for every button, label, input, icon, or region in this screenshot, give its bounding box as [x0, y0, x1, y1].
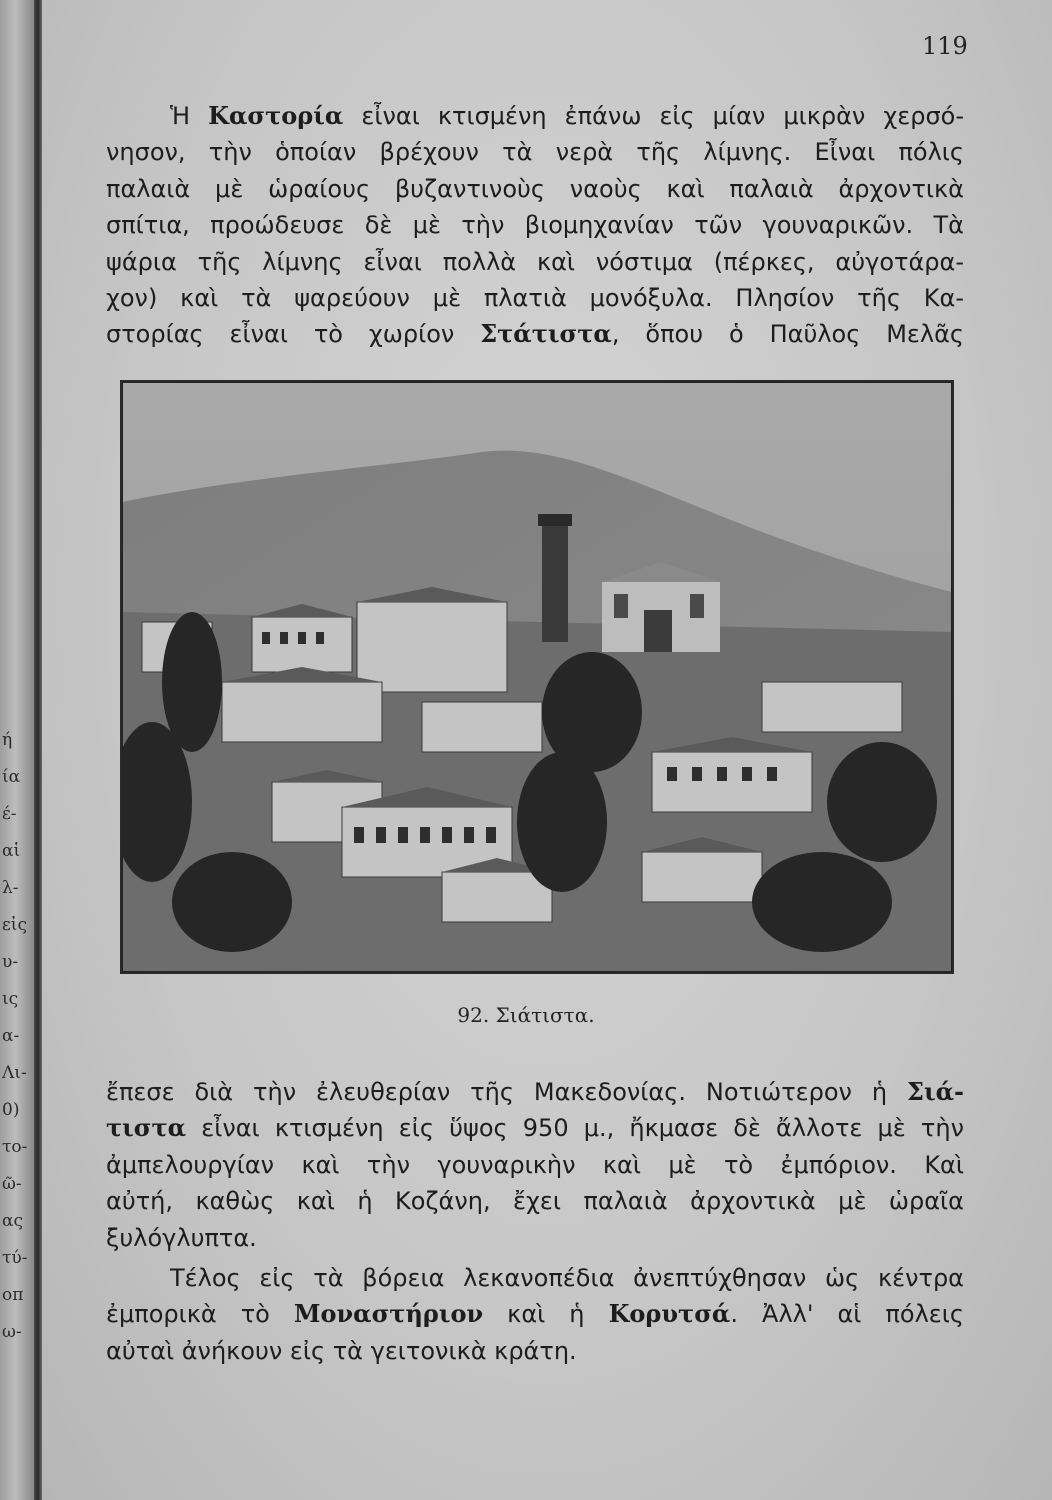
margin-fragment: οπ	[2, 1285, 24, 1305]
paragraph-north-basins	[106, 1260, 964, 1369]
book-page	[42, 0, 1052, 1500]
margin-fragment: ω-	[2, 1322, 22, 1342]
text-run: χον) καὶ τὰ ψαρεύουν μὲ πλατιὰ μονόξυλα. Πλησίον τῆς Κα-	[106, 284, 964, 313]
bold-place-name: Μοναστήριον	[293, 1299, 484, 1329]
text-line	[106, 1147, 964, 1183]
text-line	[106, 207, 964, 243]
paragraph-siatista	[106, 1074, 964, 1256]
margin-fragment: ις	[2, 989, 19, 1009]
text-run: καὶ ἡ	[483, 1300, 609, 1329]
text-run: ἀμπελουργίαν καὶ τὴν γουναρικὴν καὶ μὲ τὸ ἐμπόριον. Καὶ	[106, 1150, 964, 1179]
margin-fragment: Λι-	[2, 1063, 27, 1083]
text-line	[106, 1074, 964, 1110]
margin-fragment: ας	[2, 1211, 24, 1231]
margin-fragment: λ-	[2, 878, 19, 898]
margin-fragment: υ-	[2, 952, 19, 972]
text-line	[106, 244, 964, 280]
text-line	[106, 98, 964, 134]
text-line	[106, 1333, 964, 1369]
text-run: ἐμπορικὰ τὸ	[106, 1300, 294, 1329]
paragraph-kastoria	[106, 98, 964, 353]
bold-place-name: Στάτιστα	[480, 319, 612, 349]
text-run: εἶναι κτισμένη εἰς ὕψος 950 μ., ἤκμασε δὲ ἄλλοτε μὲ τὴν	[186, 1114, 964, 1143]
text-line	[106, 134, 964, 170]
margin-fragment: ῶ-	[2, 1174, 22, 1194]
text-line	[106, 1296, 964, 1332]
town-photograph	[122, 382, 952, 972]
margin-fragment: ή	[2, 730, 13, 750]
text-line	[106, 1183, 964, 1219]
text-line	[106, 1220, 964, 1256]
text-line	[106, 1110, 964, 1146]
page-number: 119	[922, 32, 968, 60]
text-line	[106, 280, 964, 316]
margin-fragment: αἱ	[2, 841, 21, 861]
text-line	[106, 171, 964, 207]
text-line	[106, 316, 964, 352]
margin-fragment: έ-	[2, 804, 17, 824]
margin-fragment: 0)	[2, 1100, 20, 1120]
bold-place-name: Κορυτσά	[608, 1299, 731, 1329]
text-run: ψάρια τῆς λίμνης εἶναι πολλὰ καὶ νόστιμα (πέρκες, αὐγοτάρα-	[106, 247, 964, 276]
margin-fragment: ία	[2, 767, 21, 787]
previous-page-edge	[0, 0, 34, 1500]
margin-fragment: εἰς	[2, 915, 27, 935]
text-run: νησον, τὴν ὁποίαν βρέχουν τὰ νερὰ τῆς λίμνης. Εἶναι πόλις	[106, 138, 964, 167]
book-spine-shadow	[34, 0, 42, 1500]
text-run: . Ἀλλ' αἱ πόλεις	[730, 1300, 964, 1329]
text-run: σπίτια, προώδευσε δὲ μὲ τὴν βιομηχανίαν τῶν γουναρικῶν. Τὰ	[106, 211, 964, 240]
margin-fragment: α-	[2, 1026, 20, 1046]
text-run: εἶναι κτισμένη ἐπάνω εἰς μίαν μικρὰν χερσό-	[343, 102, 964, 130]
text-run: αὐταὶ ἀνήκουν εἰς τὰ γειτονικὰ κράτη.	[106, 1336, 577, 1365]
text-run: παλαιὰ μὲ ὡραίους βυζαντινοὺς ναοὺς καὶ παλαιὰ ἀρχοντικὰ	[106, 174, 964, 203]
text-run: Ἡ	[170, 102, 209, 130]
bold-place-name: Καστορία	[208, 101, 344, 130]
margin-fragment: τύ-	[2, 1248, 28, 1268]
text-run: ξυλόγλυπτα.	[106, 1223, 257, 1252]
figure-caption: 92. Σιάτιστα.	[457, 1003, 595, 1027]
text-line	[106, 1260, 964, 1296]
text-run: Τέλος εἰς τὰ βόρεια λεκανοπέδια ἀνεπτύχθησαν ὡς κέντρα	[170, 1264, 964, 1292]
margin-fragment: το-	[2, 1137, 28, 1157]
photo-siatista	[120, 380, 954, 974]
bold-place-name: τιστα	[106, 1113, 187, 1143]
text-run: , ὅπου ὁ Παῦλος Μελᾶς	[611, 320, 964, 349]
text-run: στορίας εἶναι τὸ χωρίον	[106, 320, 481, 349]
text-run: αὐτή, καθὼς καὶ ἡ Κοζάνη, ἔχει παλαιὰ ἀρχοντικὰ μὲ ὡραῖα	[106, 1187, 964, 1216]
text-run: ἔπεσε διὰ τὴν ἐλευθερίαν τῆς Μακεδονίας. Νοτιώτερον ἡ	[106, 1078, 907, 1106]
bold-place-name: Σιά-	[906, 1077, 964, 1106]
